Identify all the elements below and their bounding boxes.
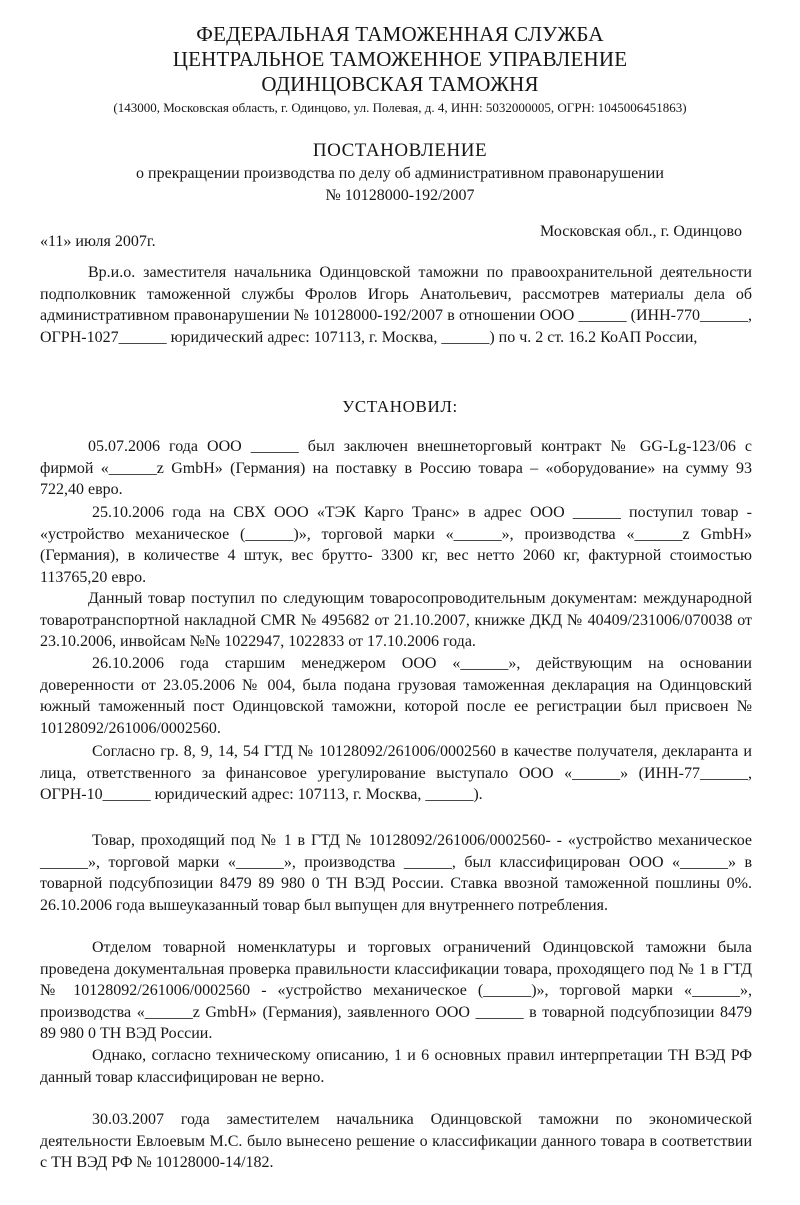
document-number: № 10128000-192/2007	[325, 187, 475, 204]
office-address: (143000, Московская область, г. Одинцово, ул. Полевая, д. 4, ИНН: 5032000005, ОГРН: 1045006451863)	[113, 100, 687, 115]
paragraph-9: 30.03.2007 года заместителем начальника Одинцовской таможни по экономической деятельности Евлоевым М.С. было вынесено решение о классификации данного товара в соответствии с ТН ВЭД РФ № 10128000-14/182.	[40, 1111, 752, 1172]
document-date: «11» июля 2007г.	[40, 233, 156, 250]
document-title: ПОСТАНОВЛЕНИЕ	[312, 140, 488, 161]
department-name: ЦЕНТРАЛЬНОЕ ТАМОЖЕННОЕ УПРАВЛЕНИЕ	[172, 47, 628, 71]
paragraph-3: Данный товар поступил по следующим товаросопроводительным документам: международной товаротранспортной накладной CMR № 495682 от 21.10.2007, книжке ДКД № 40409/231006/070038 от 23.10.2006, инвойсам №№ 1022947, 1022833 от 17.10.2006 года.	[40, 590, 752, 651]
letterhead	[0, 22, 800, 97]
section-heading: УСТАНОВИЛ:	[342, 397, 458, 416]
paragraph-7: Отделом товарной номенклатуры и торговых ограничений Одинцовской таможни была проведена документальная проверка правильности классификации товара, проходящего под № 1 в ГТД № 10128092/261006/0002560 - «устройство механическое (______)», торговой марки «______», производства «______z GmbH» (Германия), заявленного ООО ______ в товарной подсубпозиции 8479 89 980 0 ТН ВЭД России.	[40, 939, 752, 1043]
document-place: Московская обл., г. Одинцово	[540, 223, 742, 240]
paragraph-8: Однако, согласно техническому описанию, 1 и 6 основных правил интерпретации ТН ВЭД РФ данный товар классифицирован не верно.	[40, 1047, 752, 1086]
agency-name: ФЕДЕРАЛЬНАЯ ТАМОЖЕННАЯ СЛУЖБА	[196, 22, 604, 46]
customs-office-name: ОДИНЦОВСКАЯ ТАМОЖНЯ	[261, 72, 539, 96]
intro-paragraph: Вр.и.о. заместителя начальника Одинцовской таможни по правоохранительной деятельности подполковник таможенной службы Фролов Игорь Анатольевич, рассмотрев материалы дела об административном правонарушении № 10128000-192/2007 в отношении ООО ______ (ИНН-770______, ОГРН-1027______ юридический адрес: 107113, г. Москва, ______) по ч. 2 ст. 16.2 КоАП России,	[40, 264, 752, 346]
paragraph-6: Товар, проходящий под № 1 в ГТД № 10128092/261006/0002560- - «устройство механическое ______», торговой марки «______», производства ______, был классифицирован ООО «______» в товарной подсубпозиции 8479 89 980 0 ТН ВЭД России. Ставка ввозной таможенной пошлины 0%. 26.10.2006 года вышеуказанный товар был выпущен для внутреннего потребления.	[40, 832, 752, 914]
document-subtitle: о прекращении производства по делу об административном правонарушении	[136, 165, 664, 182]
paragraph-2: 25.10.2006 года на СВХ ООО «ТЭК Карго Транс» в адрес ООО ______ поступил товар - «устройство механическое (______)», торговой марки «______», производства «______z GmbH» (Германия), в количестве 4 штук, вес брутто- 3300 кг, вес нетто 2060 кг, фактурной стоимостью 113765,20 евро.	[40, 504, 752, 586]
paragraph-4: 26.10.2006 года старшим менеджером ООО «______», действующим на основании доверенности от 23.05.2006 № 004, была подана грузовая таможенная декларация на Одинцовский южный таможенный пост Одинцовской таможни, которой после ее регистрации был присвоен № 10128092/261006/0002560.	[40, 655, 752, 737]
paragraph-5: Согласно гр. 8, 9, 14, 54 ГТД № 10128092/261006/0002560 в качестве получателя, декларанта и лица, ответственного за финансовое урегулирование выступало ООО «______» (ИНН-77______, ОГРН-10______ юридический адрес: 107113, г. Москва, ______).	[40, 743, 752, 804]
paragraph-1: 05.07.2006 года ООО ______ был заключен внешнеторговый контракт № GG-Lg-123/06 с фирмой «______z GmbH» (Германия) на поставку в Россию товара – «оборудование» на сумму 93 722,40 евро.	[40, 438, 752, 499]
